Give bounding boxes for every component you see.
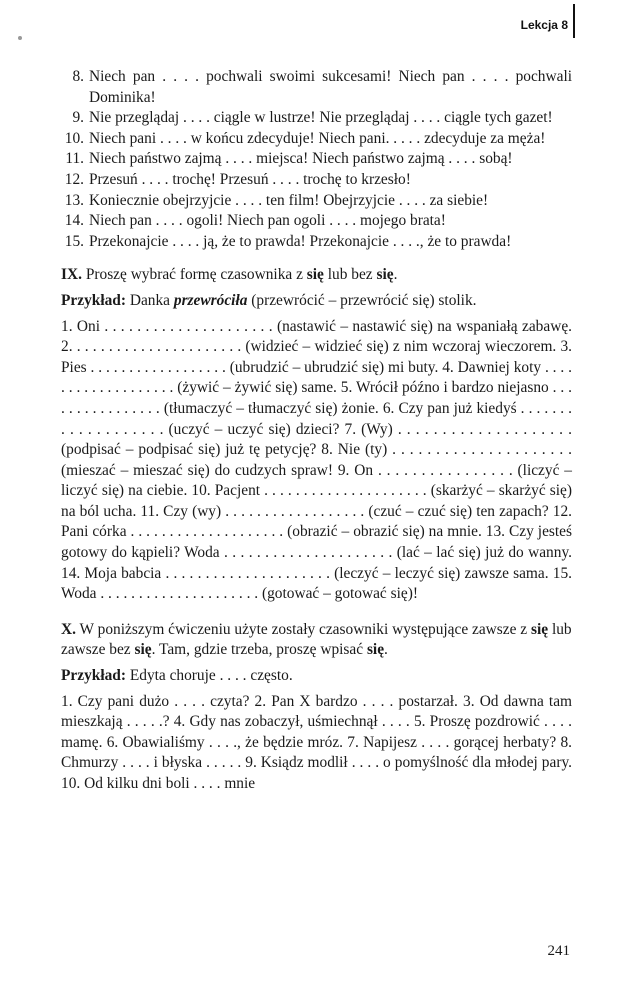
item-text: Przekonajcie . . . . ją, że to prawda! Przekonajcie . . . ., że to prawda! [89,232,512,250]
instruction-text: . [393,266,398,284]
example-label: Przykład: [61,667,126,685]
exercise-x-body: 1. Czy pani dużo . . . . czyta? 2. Pan X bardzo . . . . postarzał. 3. Od dawna tam mieszkają . . . . .? 4. Gdy nas zobaczył, uśmiechnął . . . . 5. Proszę pozdrowić . . . . mamę. 6. Obawialiśmy . . . ., że będzie mróz. 7. Napijesz . . . . gorącej herbaty? 8. Chmurzy . . . . i błyska . . . . . 9. Ksiądz modlił . . . . o pomyślność dla młodej pary. 10. Od kilku dni boli . . . . mnie [61,692,572,792]
example-text: (przewrócić – przewrócić się) stolik. [251,291,477,309]
example-text: Edyta choruje . . . . często. [129,667,293,685]
item-text: Przesuń . . . . trochę! Przesuń . . . . trochę to krzesło! [89,170,411,188]
keyword-sie: się [530,620,549,638]
exercise-ix-instruction [61,265,572,286]
list-item [61,232,572,253]
list-item [61,67,572,108]
example-text: Danka [129,291,171,309]
keyword-sie: się [306,266,324,284]
item-text: Niech pan . . . . pochwali swoimi sukcesami! Niech pan . . . . pochwali Dominika! [89,68,572,106]
item-number: 10. [64,129,84,147]
instruction-text: . Tam, gdzie trzeba, proszę wpisać [151,641,364,659]
exercise-viii-list [61,67,572,252]
item-text: Koniecznie obejrzyjcie . . . . ten film! Obejrzyjcie . . . . za siebie! [89,191,489,209]
page-number: 241 [547,943,570,959]
item-number: 14. [64,212,84,230]
example-label: Przykład: [61,291,126,309]
page-content [61,67,572,795]
header-rule [573,4,575,38]
exercise-x-instruction [61,620,572,661]
instruction-text: lub zawsze bez [61,620,572,659]
keyword-sie: się [376,266,394,284]
item-number: 9. [72,109,84,127]
list-item [61,170,572,191]
instruction-text: W poniższym ćwiczeniu użyte zostały czasowniki występujące zawsze z [79,620,528,638]
exercise-ix-example [61,291,572,312]
list-item [61,191,572,212]
item-text: Nie przeglądaj . . . . ciągle w lustrze! Nie przeglądaj . . . . ciągle tych gazet! [89,109,553,127]
exercise-ix-label: IX. [61,266,82,284]
item-number: 12. [64,170,84,188]
running-head: Lekcja 8 [520,18,568,32]
exercise-ix-body: 1. Oni . . . . . . . . . . . . . . . . . . . . . (nastawić – nastawić się) na wspaniałą zabawę. 2. . . . . . . . . . . . . . . . . . . . . . (widzieć – widzieć się) z nim wczoraj wieczorem. 3. Pies . . . . . . . . . . . . . . . . . . (ubrudzić – ubrudzić się) mi buty. 4. Dawniej koty . . . . . . . . . . . . . . . . . . . (żywić – żywić się) same. 5. Wrócił późno i bardzo niejasno . . . . . . . . . . . . . . . . (tłumaczyć – tłumaczyć się) żonie. 6. Czy pan już kiedyś . . . . . . . . . . . . . . . . . . . (uczyć – uczyć się) dzieci? 7. (Wy) . . . . . . . . . . . . . . . . . . . . (podpisać – podpisać się) już tę petycję? 8. Nie (ty) . . . . . . . . . . . . . . . . . . . . . (mieszać – mieszać się) do cudzych spraw! 9. On . . . . . . . . . . . . . . . . (liczyć – liczyć się) na ciebie. 10. Pacjent . . . . . . . . . . . . . . . . . . . . . (skarżyć – skarżyć się) na ból ucha. 11. Czy (wy) . . . . . . . . . . . . . . . . . . (czuć – czuć się) ten zapach? 12. Pani córka . . . . . . . . . . . . . . . . . . . . (obrazić – obrazić się) na mnie. 13. Czy jesteś gotowy do kąpieli? Woda . . . . . . . . . . . . . . . . . . . . . (lać – lać się) już do wanny. 14. Moja babcia . . . . . . . . . . . . . . . . . . . . . (leczyć – leczyć się) zawsze sama. 15. Woda . . . . . . . . . . . . . . . . . . . . . (gotować – gotować się)! [61,317,572,603]
item-text: Niech państwo zajmą . . . . miejsca! Niech państwo zajmą . . . . sobą! [89,150,513,168]
list-item [61,108,572,129]
margin-mark [18,36,22,40]
instruction-text: . [384,641,388,659]
list-item [61,149,572,170]
item-number: 13. [64,191,84,209]
instruction-text: Proszę wybrać formę czasownika z [85,266,303,284]
item-text: Niech pani . . . . w końcu zdecyduje! Niech pani. . . . . zdecyduje za męża! [89,129,546,147]
item-text: Niech pan . . . . ogoli! Niech pan ogoli . . . . mojego brata! [89,212,446,230]
item-number: 8. [72,68,84,85]
list-item [61,211,572,232]
item-number: 15. [64,232,84,250]
list-item [61,129,572,150]
example-answer: przewróciła [173,291,248,309]
keyword-sie: się [366,641,385,659]
item-number: 11. [65,150,84,168]
keyword-sie: się [134,641,152,659]
exercise-x-example [61,666,572,687]
instruction-text: lub bez [327,266,373,284]
exercise-x-label: X. [61,620,76,638]
